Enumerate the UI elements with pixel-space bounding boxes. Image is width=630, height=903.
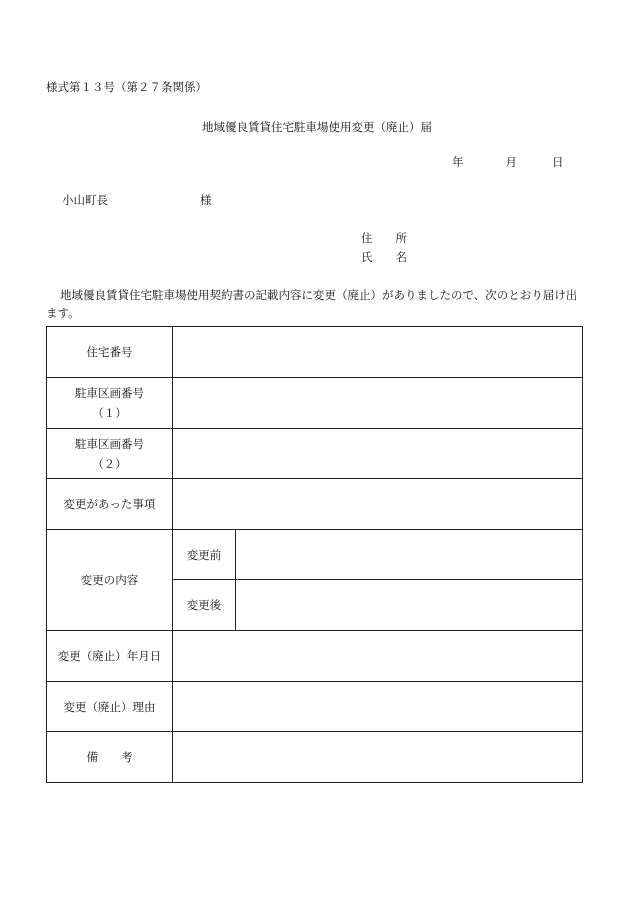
table-row [47, 479, 583, 530]
change-reason-label: 変更（廃止）理由 [47, 682, 173, 732]
before-label: 変更前 [173, 530, 236, 580]
table-row [47, 327, 583, 378]
sender-address [361, 230, 407, 246]
notification-table [46, 326, 583, 783]
addressee-honorific: 様 [200, 193, 212, 207]
form-number: 様式第１３号（第２７条関係） [46, 80, 207, 94]
changed-matter-field[interactable] [173, 479, 583, 530]
name-label: 氏 名 [361, 250, 407, 264]
after-field[interactable] [236, 580, 583, 631]
table-row [47, 732, 583, 783]
addressee [62, 192, 212, 208]
date-year-label: 年 [452, 155, 464, 169]
change-date-label: 変更（廃止）年月日 [47, 631, 173, 682]
parking-number-2-field[interactable] [173, 429, 583, 479]
document-title: 地域優良賃貸住宅駐車場使用変更（廃止）届 [202, 120, 432, 134]
table-row [47, 631, 583, 682]
before-field[interactable] [236, 530, 583, 580]
after-label: 変更後 [173, 580, 236, 631]
date-line [452, 154, 564, 170]
table-row [47, 378, 583, 429]
changed-matter-label: 変更があった事項 [47, 479, 173, 530]
table-row [47, 429, 583, 479]
table-row [47, 530, 583, 580]
change-reason-field[interactable] [173, 682, 583, 732]
housing-number-field[interactable] [173, 327, 583, 378]
remarks-label: 備 考 [47, 732, 173, 783]
parking-number-2-label: 駐車区画番号 （２） [47, 429, 173, 479]
body-text: 地域優良賃貸住宅駐車場使用契約書の記載内容に変更（廃止）がありましたので、次のとおり届け出ます。 [46, 288, 578, 320]
parking-number-1-label: 駐車区画番号 （１） [47, 378, 173, 429]
change-content-label: 変更の内容 [47, 530, 173, 631]
sender-name [361, 249, 407, 265]
date-month-label: 月 [505, 155, 517, 169]
date-day-label: 日 [552, 155, 564, 169]
address-label: 住 所 [361, 231, 407, 245]
table-row [47, 682, 583, 732]
housing-number-label: 住宅番号 [47, 327, 173, 378]
change-date-field[interactable] [173, 631, 583, 682]
addressee-name: 小山町長 [62, 193, 108, 207]
remarks-field[interactable] [173, 732, 583, 783]
parking-number-1-field[interactable] [173, 378, 583, 429]
